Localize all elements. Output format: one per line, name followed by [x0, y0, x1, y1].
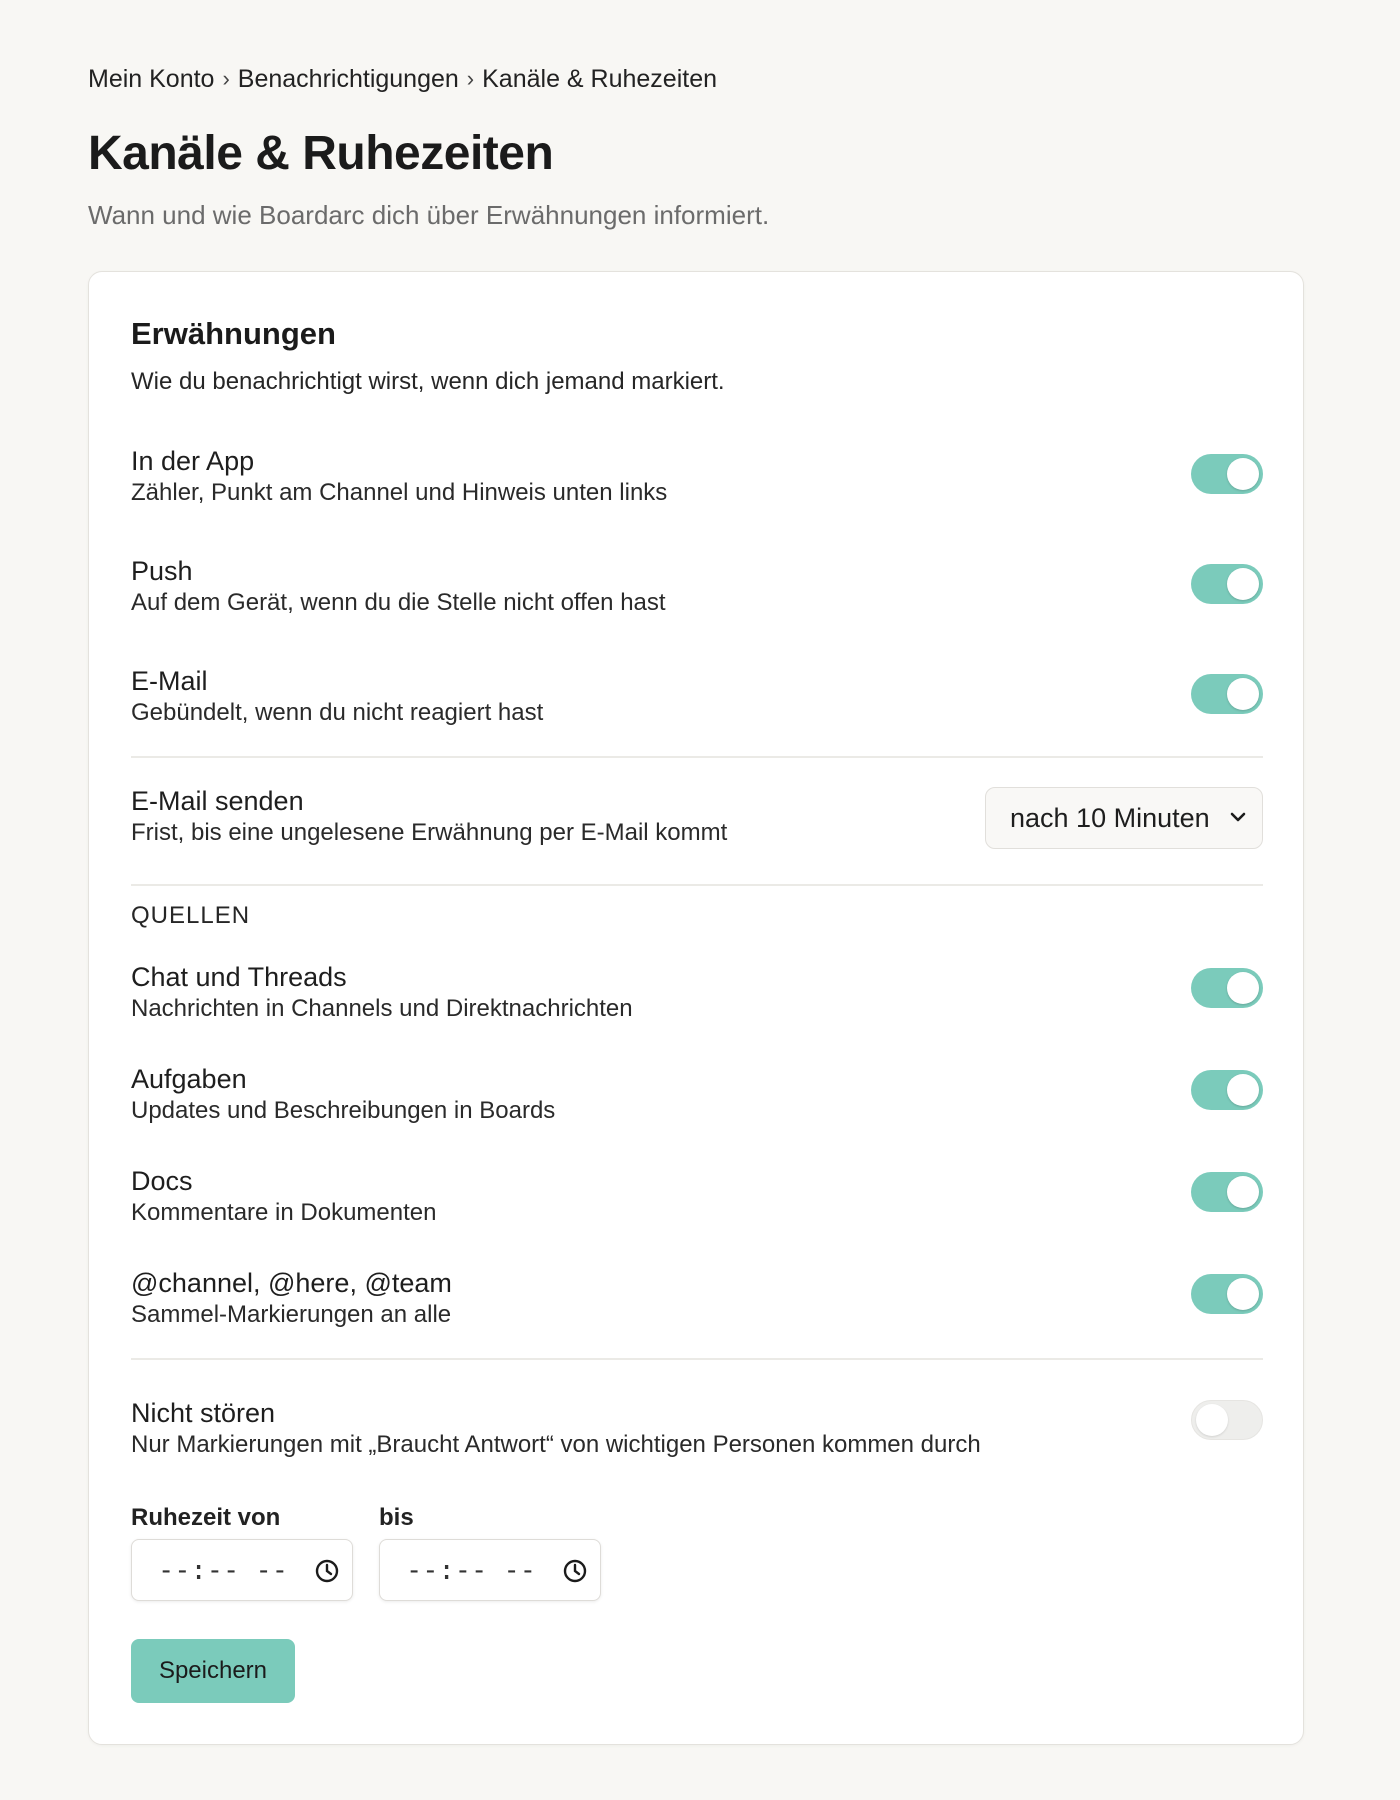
dnd-toggle[interactable] [1191, 1400, 1263, 1440]
toggle-knob [1227, 458, 1259, 490]
setting-hint: Nachrichten in Channels und Direktnachrichten [131, 995, 633, 1022]
breadcrumb [88, 62, 1304, 96]
toggle-knob [1196, 1404, 1228, 1436]
breadcrumb-item-notifications[interactable]: Benachrichtigungen [237, 64, 459, 93]
page-title: Kanäle & Ruhezeiten [88, 127, 554, 180]
chat-threads-toggle[interactable] [1191, 968, 1263, 1008]
setting-hint: Nur Markierungen mit „Braucht Antwort“ von wichtigen Personen kommen durch [131, 1431, 981, 1458]
setting-hint: Updates und Beschreibungen in Boards [131, 1097, 556, 1124]
setting-label: Chat und Threads [131, 962, 347, 992]
setting-row-push [131, 554, 1263, 634]
quiet-from-label: Ruhezeit von [131, 1504, 281, 1531]
divider [131, 756, 1263, 758]
chevron-right-icon: › [222, 66, 230, 91]
setting-row-mass-mentions [131, 1266, 1263, 1346]
quiet-to-input[interactable] [379, 1539, 601, 1601]
breadcrumb-item-current: Kanäle & Ruhezeiten [482, 64, 718, 93]
mass-mentions-toggle[interactable] [1191, 1274, 1263, 1314]
select-value: nach 10 Minuten [1010, 802, 1210, 833]
quiet-from-input[interactable] [131, 1539, 353, 1601]
section-description: Wie du benachrichtigt wirst, wenn dich jemand markiert. [131, 368, 725, 395]
toggle-knob [1227, 678, 1259, 710]
setting-row-email-delay [131, 784, 1263, 864]
setting-row-in-app [131, 444, 1263, 524]
setting-hint: Auf dem Gerät, wenn du die Stelle nicht offen hast [131, 589, 666, 616]
sources-heading: QUELLEN [131, 902, 251, 929]
chevron-down-icon [1228, 807, 1248, 827]
clock-icon[interactable] [562, 1558, 588, 1584]
setting-row-dnd [131, 1396, 1263, 1476]
setting-label: Nicht stören [131, 1398, 276, 1428]
quiet-to-label: bis [379, 1504, 414, 1531]
page-subtitle: Wann und wie Boardarc dich über Erwähnungen informiert. [88, 200, 770, 230]
breadcrumb-item-account[interactable]: Mein Konto [88, 64, 215, 93]
email-toggle[interactable] [1191, 674, 1263, 714]
settings-card [88, 271, 1304, 1745]
clock-icon[interactable] [314, 1558, 340, 1584]
time-placeholder: --:-- -- [158, 1554, 289, 1586]
email-delay-select[interactable] [985, 787, 1263, 849]
toggle-knob [1227, 1176, 1259, 1208]
push-toggle[interactable] [1191, 564, 1263, 604]
setting-hint: Sammel-Markierungen an alle [131, 1301, 452, 1328]
divider [131, 884, 1263, 886]
setting-hint: Frist, bis eine ungelesene Erwähnung per E-Mail kommt [131, 819, 728, 846]
setting-hint: Gebündelt, wenn du nicht reagiert hast [131, 699, 544, 726]
setting-row-docs [131, 1164, 1263, 1244]
toggle-knob [1227, 568, 1259, 600]
toggle-knob [1227, 1278, 1259, 1310]
setting-label: Aufgaben [131, 1064, 247, 1094]
toggle-knob [1227, 972, 1259, 1004]
setting-row-chat [131, 960, 1263, 1040]
setting-label: Docs [131, 1166, 193, 1196]
docs-toggle[interactable] [1191, 1172, 1263, 1212]
divider [131, 1358, 1263, 1360]
time-placeholder: --:-- -- [406, 1554, 537, 1586]
setting-label: E-Mail senden [131, 786, 304, 816]
setting-row-tasks [131, 1062, 1263, 1142]
chevron-right-icon: › [466, 66, 475, 91]
save-button[interactable]: Speichern [131, 1639, 295, 1703]
setting-label: @channel, @here, @team [131, 1268, 452, 1298]
page-header [88, 62, 1304, 232]
setting-label: Push [131, 556, 193, 586]
section-title: Erwähnungen [131, 316, 336, 351]
in-app-toggle[interactable] [1191, 454, 1263, 494]
toggle-knob [1227, 1074, 1259, 1106]
tasks-toggle[interactable] [1191, 1070, 1263, 1110]
setting-label: In der App [131, 446, 255, 476]
setting-label: E-Mail [131, 666, 208, 696]
setting-row-email [131, 664, 1263, 744]
setting-hint: Kommentare in Dokumenten [131, 1199, 437, 1226]
setting-hint: Zähler, Punkt am Channel und Hinweis unten links [131, 479, 668, 506]
